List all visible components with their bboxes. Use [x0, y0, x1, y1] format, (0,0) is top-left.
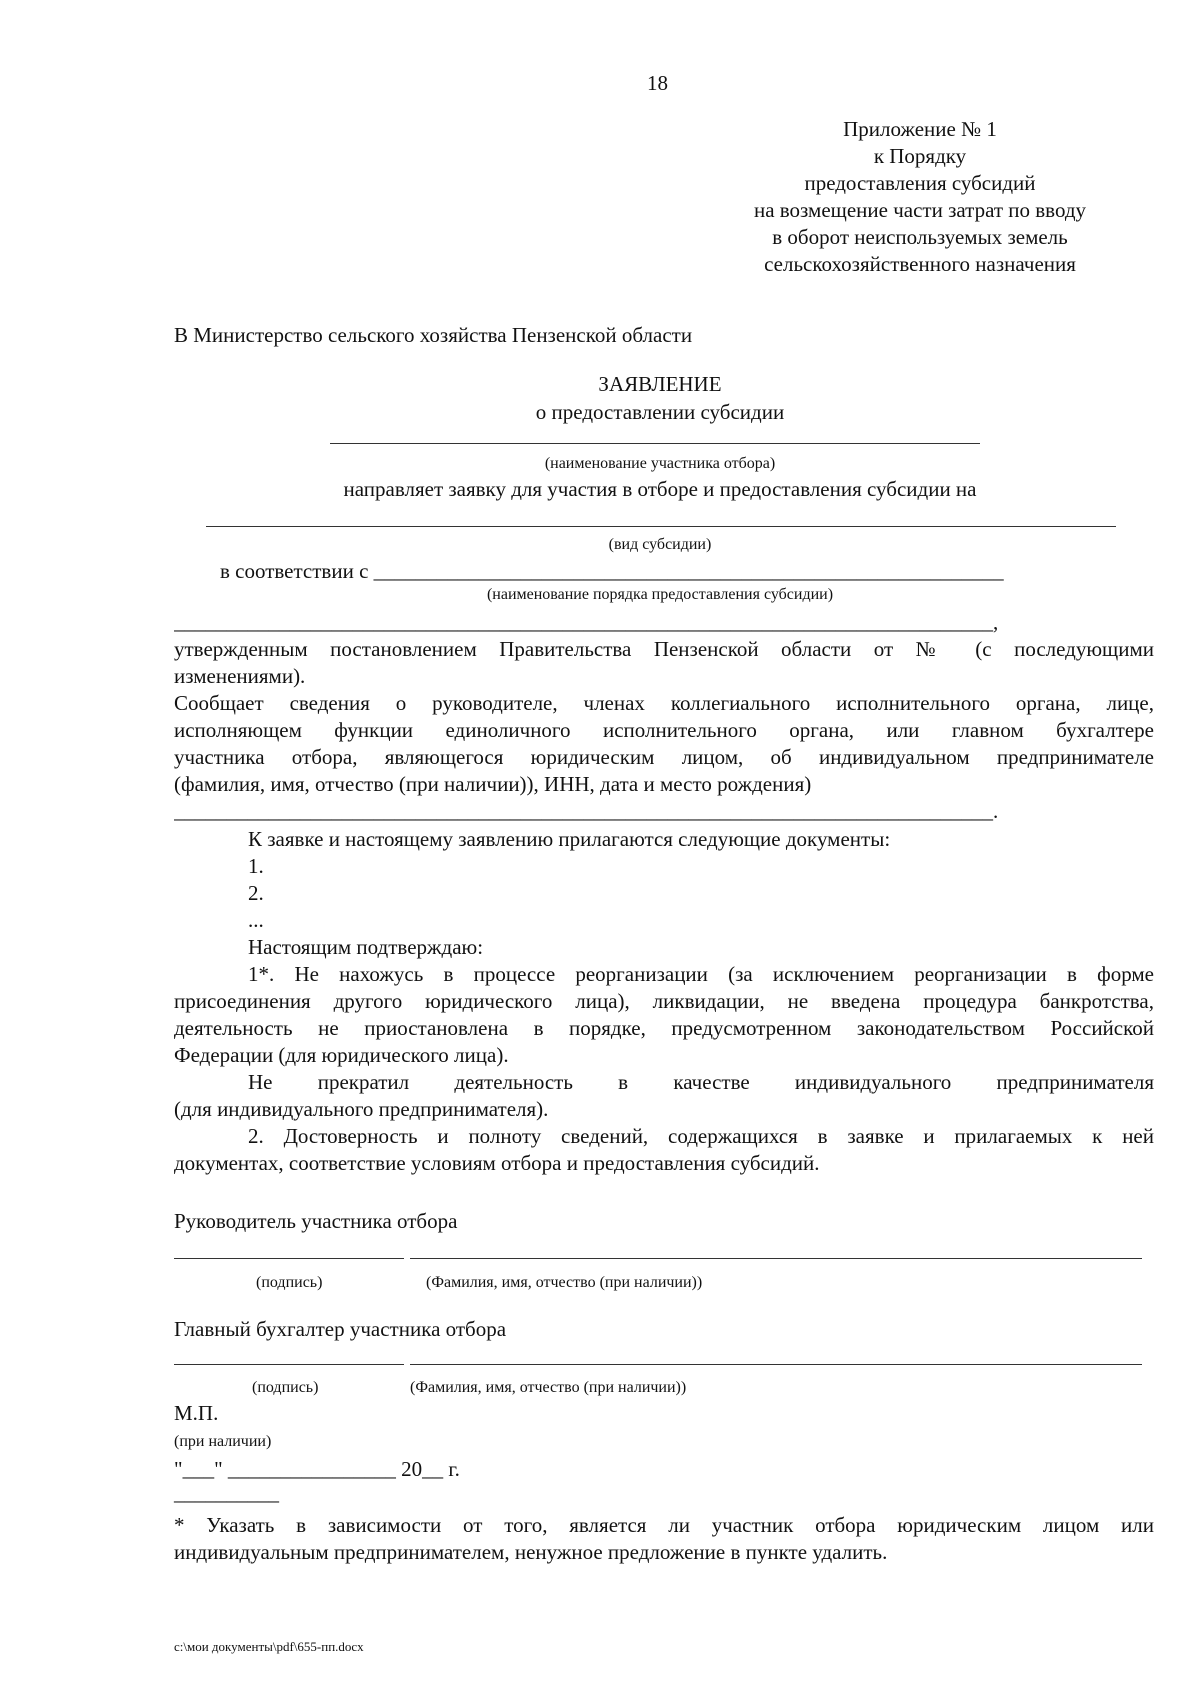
confirm-2-line-1: 2. Достоверность и полноту сведений, содержащихся в заявке и прилагаемых к ней	[248, 1124, 1154, 1148]
appendix-line: к Порядку	[873, 144, 967, 168]
head-label: Руководитель участника отбора	[174, 1209, 458, 1233]
approved-line-2: изменениями).	[174, 664, 306, 688]
list-item: 2.	[248, 881, 264, 905]
caption-procedure: (наименование порядка предоставления субсидии)	[486, 586, 834, 603]
footnote-line-2: индивидуальным предпринимателем, ненужное предложение в пункте удалить.	[174, 1540, 888, 1564]
reports-line-2: исполняющем функции единоличного исполнительного органа, или главном бухгалтере	[174, 718, 1154, 742]
document-subtitle: о предоставлении субсидии	[535, 400, 785, 424]
stamp-note: (при наличии)	[174, 1433, 272, 1450]
list-item: 1.	[248, 854, 264, 878]
appendix-line: сельскохозяйственного назначения	[764, 252, 1076, 276]
addressee: В Министерство сельского хозяйства Пензенской области	[174, 323, 693, 347]
head-signature-line	[174, 1258, 404, 1259]
confirm-2-line-2: документах, соответствие условиям отбора и предоставления субсидий.	[174, 1151, 820, 1175]
sends-request-text: направляет заявку для участия в отборе и предоставления субсидии на	[343, 477, 977, 501]
in-accordance-text: в соответствии с ____________________________________________________________	[220, 559, 1004, 583]
attached-intro: К заявке и настоящему заявлению прилагаются следующие документы:	[248, 827, 891, 851]
accountant-fio-caption: (Фамилия, имя, отчество (при наличии))	[410, 1379, 687, 1396]
caption-subsidy-type: (вид субсидии)	[608, 536, 712, 553]
appendix-line: на возмещение части затрат по вводу	[753, 198, 1087, 222]
page-number: 18	[647, 71, 668, 95]
accountant-signature-line	[174, 1364, 404, 1365]
chief-accountant-label: Главный бухгалтер участника отбора	[174, 1317, 507, 1341]
participant-name-line	[330, 443, 980, 444]
subsidy-type-line	[206, 526, 1116, 527]
head-signature-caption: (подпись)	[256, 1274, 323, 1291]
file-path: c:\мои документы\pdf\655-пп.docx	[174, 1639, 364, 1654]
confirm-1-line-4: Федерации (для юридического лица).	[174, 1043, 509, 1067]
footnote-line-1: * Указать в зависимости от того, является ли участник отбора юридическим лицом или	[174, 1513, 1154, 1537]
dash-line-2: ______________________________________________________________________________.	[174, 799, 999, 823]
appendix-line: Приложение № 1	[843, 117, 997, 141]
reports-line-4: (фамилия, имя, отчество (при наличии)), ИНН, дата и место рождения)	[174, 772, 812, 796]
confirm-intro: Настоящим подтверждаю:	[248, 935, 484, 959]
appendix-block	[700, 116, 1140, 278]
reports-line-3: участника отбора, являющегося юридическим лицом, об индивидуальном предпринимателе	[174, 745, 1154, 769]
reports-line-1: Сообщает сведения о руководителе, членах коллегиального исполнительного органа, лице,	[174, 691, 1154, 715]
accountant-signature-caption: (подпись)	[252, 1379, 319, 1396]
dash-line-1: ______________________________________________________________________________,	[174, 610, 999, 634]
confirm-1-line-3: деятельность не приостановлена в порядке, предусмотренном законодательством Российской	[174, 1016, 1154, 1040]
approved-line-1: утвержденным постановлением Правительства Пензенской области от № (с последующими	[174, 637, 1154, 661]
accountant-fio-line	[410, 1364, 1142, 1365]
appendix-line: в оборот неиспользуемых земель	[772, 225, 1068, 249]
list-item: ...	[248, 908, 264, 932]
document-title: ЗАЯВЛЕНИЕ	[598, 372, 722, 396]
head-fio-line	[410, 1258, 1142, 1259]
footnote-rule: __________	[174, 1481, 279, 1505]
ip-line-1: Не прекратил деятельность в качестве индивидуального предпринимателя	[248, 1070, 1154, 1094]
head-fio-caption: (Фамилия, имя, отчество (при наличии))	[426, 1274, 703, 1291]
stamp-label: М.П.	[174, 1401, 219, 1425]
date-line: "___" ________________ 20__ г.	[174, 1457, 460, 1481]
confirm-1-line-1: 1*. Не нахожусь в процессе реорганизации (за исключением реорганизации в форме	[248, 962, 1154, 986]
confirm-1-line-2: присоединения другого юридического лица), ликвидации, не введена процедура банкротства,	[174, 989, 1154, 1013]
caption-participant: (наименование участника отбора)	[544, 455, 776, 472]
ip-line-2: (для индивидуального предпринимателя).	[174, 1097, 549, 1121]
appendix-line: предоставления субсидий	[804, 171, 1036, 195]
